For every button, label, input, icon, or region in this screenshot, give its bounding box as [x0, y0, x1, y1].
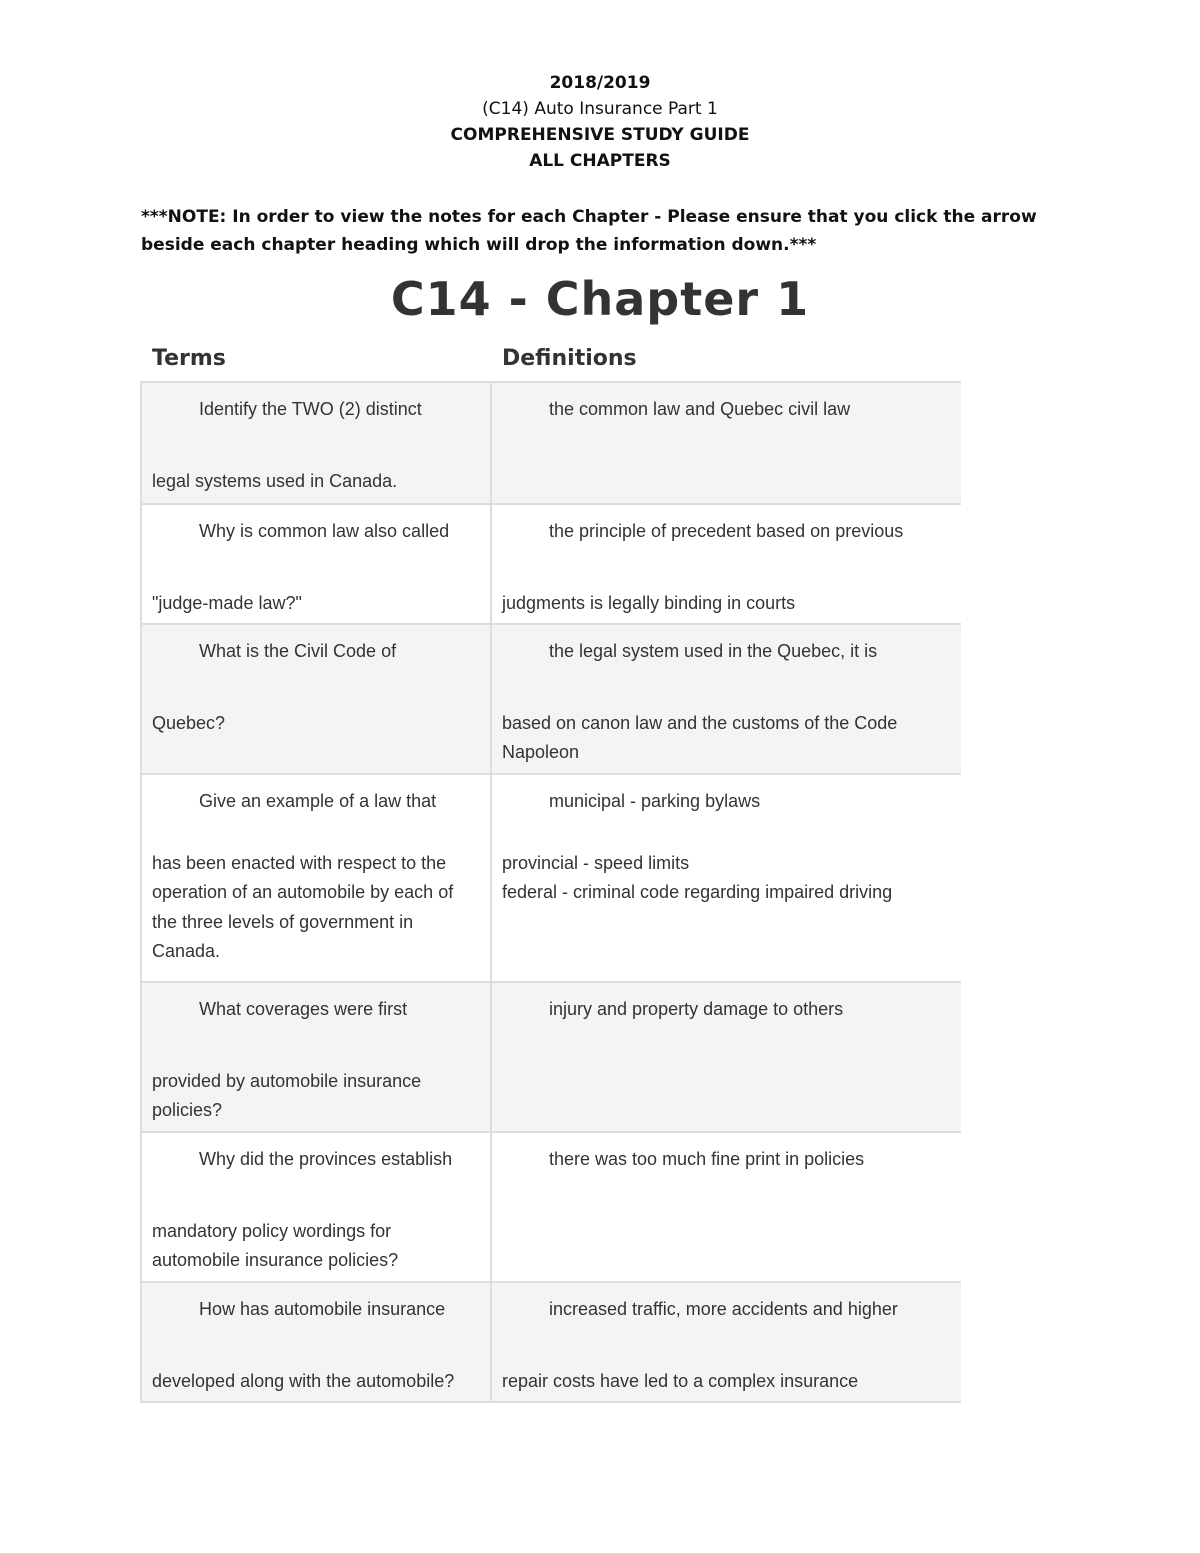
- term-first-line: Identify the TWO (2) distinct: [199, 399, 422, 419]
- definition-cell: [492, 1283, 961, 1401]
- term-first-line: What coverages were first: [199, 999, 408, 1019]
- definition-cell: [492, 383, 961, 503]
- definition-rest: based on canon law and the customs of the Code Napoleon: [502, 712, 898, 762]
- year-label: 2018/2019: [549, 73, 651, 93]
- terms-column-header: Terms: [152, 346, 226, 371]
- definition-rest: provincial - speed limits federal - criminal code regarding impaired driving: [502, 852, 893, 902]
- definition-first-line: there was too much fine print in policies: [549, 1149, 865, 1169]
- term-rest: has been enacted with respect to the operation of an automobile by each of the three levels of government in Canada.: [152, 852, 454, 961]
- definition-first-line: municipal - parking bylaws: [549, 791, 761, 811]
- course-title: (C14) Auto Insurance Part 1: [482, 99, 718, 119]
- term-cell: [142, 383, 492, 503]
- term-first-line: Give an example of a law that: [199, 791, 437, 811]
- instruction-note: ***NOTE: In order to view the notes for each Chapter - Please ensure that you click the arrow beside each chapter heading which will drop the information down.***: [141, 207, 1037, 255]
- term-rest: "judge-made law?": [152, 592, 302, 613]
- flashcard-table: [140, 381, 961, 1403]
- guide-title: COMPREHENSIVE STUDY GUIDE: [450, 125, 750, 145]
- term-rest: mandatory policy wordings for automobile insurance policies?: [152, 1220, 399, 1270]
- definition-cell: [492, 505, 961, 623]
- term-rest: provided by automobile insurance policies?: [152, 1070, 422, 1120]
- definition-cell: [492, 625, 961, 773]
- term-first-line: Why did the provinces establish: [199, 1149, 453, 1169]
- term-cell: [142, 505, 492, 623]
- definitions-column-header: Definitions: [502, 346, 637, 371]
- table-row: [140, 775, 961, 983]
- table-row: [140, 505, 961, 625]
- term-rest: developed along with the automobile?: [152, 1370, 455, 1391]
- chapter-title: C14 - Chapter 1: [390, 272, 810, 326]
- term-first-line: What is the Civil Code of: [199, 641, 397, 661]
- table-row: [140, 625, 961, 775]
- term-rest: Quebec?: [152, 712, 226, 733]
- definition-rest: repair costs have led to a complex insurance: [502, 1370, 859, 1391]
- definition-rest: judgments is legally binding in courts: [502, 592, 796, 613]
- definition-cell: [492, 983, 961, 1131]
- definition-first-line: the principle of precedent based on previous: [549, 521, 904, 541]
- table-row: [140, 1283, 961, 1403]
- term-cell: [142, 1283, 492, 1401]
- term-rest: legal systems used in Canada.: [152, 470, 398, 491]
- table-row: [140, 983, 961, 1133]
- definition-first-line: increased traffic, more accidents and higher: [549, 1299, 898, 1319]
- table-row: [140, 1133, 961, 1283]
- definition-cell: [492, 1133, 961, 1281]
- definition-cell: [492, 775, 961, 981]
- term-cell: [142, 625, 492, 773]
- definition-first-line: injury and property damage to others: [549, 999, 844, 1019]
- term-cell: [142, 1133, 492, 1281]
- definition-first-line: the legal system used in the Quebec, it is: [549, 641, 878, 661]
- term-cell: [142, 775, 492, 981]
- table-row: [140, 383, 961, 505]
- term-cell: [142, 983, 492, 1131]
- term-first-line: Why is common law also called: [199, 521, 450, 541]
- definition-first-line: the common law and Quebec civil law: [549, 399, 851, 419]
- document-header: [0, 70, 1200, 174]
- scope-label: ALL CHAPTERS: [529, 151, 671, 171]
- term-first-line: How has automobile insurance: [199, 1299, 446, 1319]
